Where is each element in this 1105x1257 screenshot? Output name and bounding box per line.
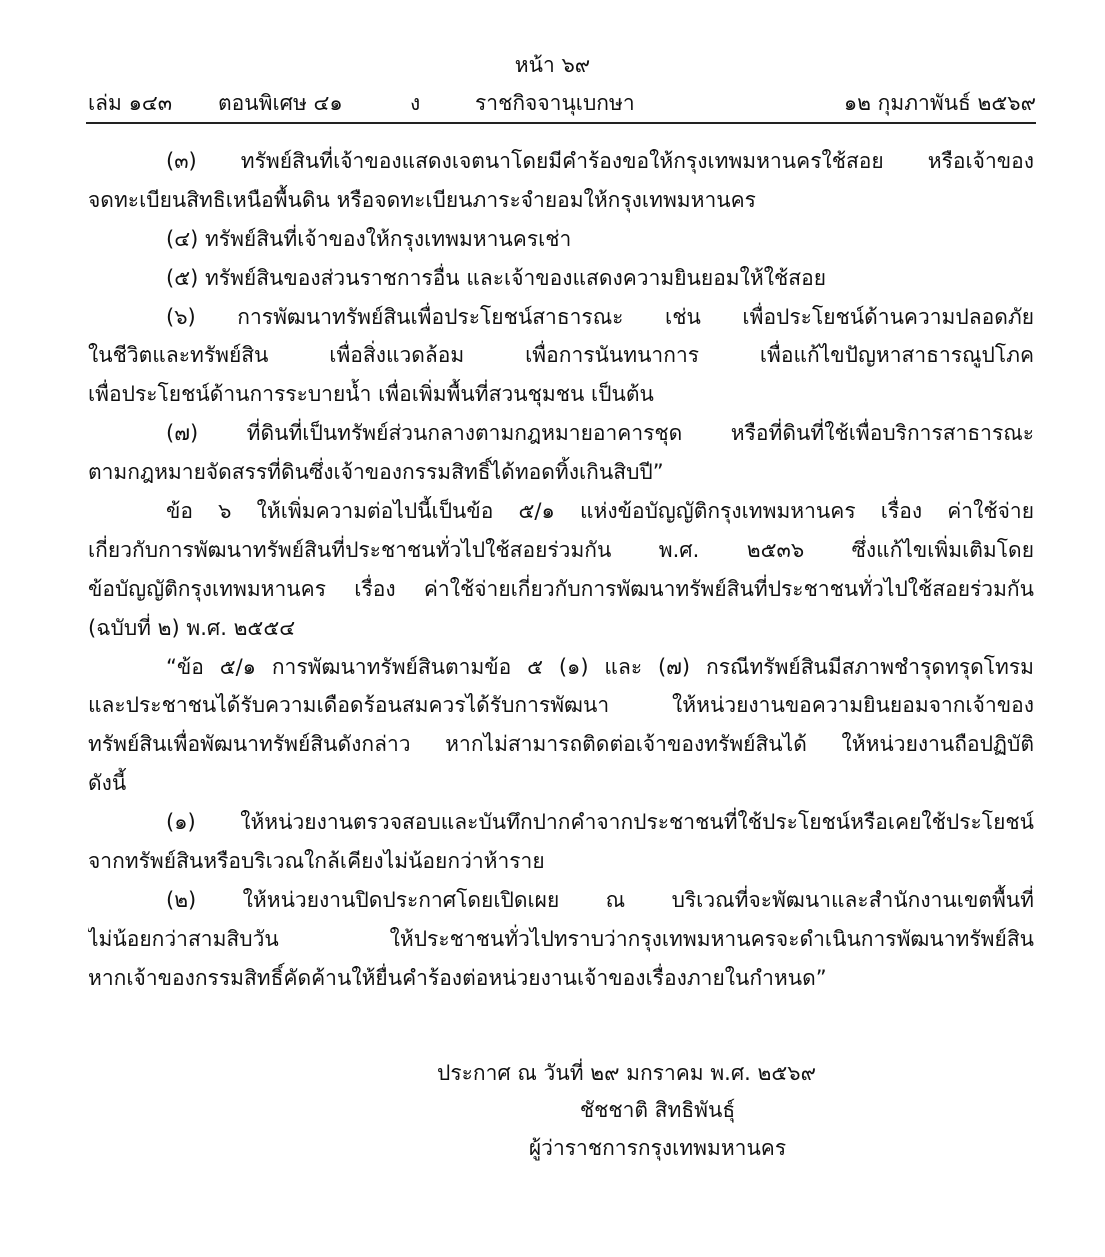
body-line: ไม่น้อยกว่าสามสิบวัน ให้ประชาชนทั่วไปทราบว่ากรุงเทพมหานครจะดำเนินการพัฒนาทรัพย์สิน	[88, 926, 1034, 951]
page-number: หน้า ๖๙	[514, 53, 591, 77]
header-divider	[86, 122, 1036, 124]
publication-title: ราชกิจจานุเบกษา	[475, 91, 635, 115]
body-line: (๒) ให้หน่วยงานปิดประกาศโดยเปิดเผย ณ บริเวณที่จะพัฒนาและสำนักงานเขตพื้นที่	[166, 887, 1034, 912]
signatory-position: ผู้ว่าราชการกรุงเทพมหานคร	[528, 1136, 787, 1160]
body-line: (๗) ที่ดินที่เป็นทรัพย์ส่วนกลางตามกฎหมายอาคารชุด หรือที่ดินที่ใช้เพื่อบริการสาธารณะ	[166, 421, 1034, 446]
announcement-date: ประกาศ ณ วันที่ ๒๙ มกราคม พ.ศ. ๒๕๖๙	[437, 1061, 816, 1085]
body-line: จากทรัพย์สินหรือบริเวณใกล้เคียงไม่น้อยกว่าห้าราย	[88, 849, 545, 874]
body-line: (ฉบับที่ ๒) พ.ศ. ๒๕๕๔	[88, 615, 296, 640]
body-line: จดทะเบียนสิทธิเหนือพื้นดิน หรือจดทะเบียนภาระจำยอมให้กรุงเทพมหานคร	[88, 187, 756, 212]
body-line: ข้อบัญญัติกรุงเทพมหานคร เรื่อง ค่าใช้จ่ายเกี่ยวกับการพัฒนาทรัพย์สินที่ประชาชนทั่วไปใช้สอยร่วมกัน	[88, 576, 1034, 601]
body-line: ทรัพย์สินเพื่อพัฒนาทรัพย์สินดังกล่าว หากไม่สามารถติดต่อเจ้าของทรัพย์สินได้ ให้หน่วยงานถือปฏิบัติ	[88, 732, 1034, 757]
body-line: ในชีวิตและทรัพย์สิน เพื่อสิ่งแวดล้อม เพื่อการนันทนาการ เพื่อแก้ไขปัญหาสาธารณูปโภค	[88, 343, 1034, 368]
body-line: เพื่อประโยชน์ด้านการระบายน้ำ เพื่อเพิ่มพื้นที่สวนชุมชน เป็นต้น	[88, 382, 654, 407]
volume-number: เล่ม ๑๔๓	[88, 91, 173, 115]
section-letter: ง	[410, 91, 421, 115]
special-part: ตอนพิเศษ ๔๑	[218, 91, 343, 115]
body-line: “ข้อ ๕/๑ การพัฒนาทรัพย์สินตามข้อ ๕ (๑) และ (๗) กรณีทรัพย์สินมีสภาพชำรุดทรุดโทรม	[166, 654, 1034, 679]
publication-date: ๑๒ กุมภาพันธ์ ๒๕๖๙	[843, 91, 1036, 115]
body-line: ดังนี้	[88, 771, 127, 796]
body-line: (๑) ให้หน่วยงานตรวจสอบและบันทึกปากคำจากประชาชนที่ใช้ประโยชน์หรือเคยใช้ประโยชน์	[166, 810, 1034, 835]
body-line: (๔) ทรัพย์สินที่เจ้าของให้กรุงเทพมหานครเช่า	[166, 226, 572, 251]
body-line: และประชาชนได้รับความเดือดร้อนสมควรได้รับการพัฒนา ให้หน่วยงานขอความยินยอมจากเจ้าของ	[88, 693, 1034, 718]
body-line: ตามกฎหมายจัดสรรที่ดินซึ่งเจ้าของกรรมสิทธิ์ได้ทอดทิ้งเกินสิบปี”	[88, 460, 664, 485]
body-line: (๖) การพัฒนาทรัพย์สินเพื่อประโยชน์สาธารณะ เช่น เพื่อประโยชน์ด้านความปลอดภัย	[166, 304, 1034, 329]
document-body	[88, 142, 1034, 998]
body-line: เกี่ยวกับการพัฒนาทรัพย์สินที่ประชาชนทั่วไปใช้สอยร่วมกัน พ.ศ. ๒๕๓๖ ซึ่งแก้ไขเพิ่มเติมโดย	[88, 537, 1034, 562]
signatory-name: ชัชชาติ สิทธิพันธุ์	[579, 1098, 736, 1122]
body-line: ข้อ ๖ ให้เพิ่มความต่อไปนี้เป็นข้อ ๕/๑ แห่งข้อบัญญัติกรุงเทพมหานคร เรื่อง ค่าใช้จ่าย	[166, 499, 1034, 524]
body-line: (๓) ทรัพย์สินที่เจ้าของแสดงเจตนาโดยมีคำร้องขอให้กรุงเทพมหานครใช้สอย หรือเจ้าของ	[166, 149, 1034, 173]
body-line: หากเจ้าของกรรมสิทธิ์คัดค้านให้ยื่นคำร้องต่อหน่วยงานเจ้าของเรื่องภายในกำหนด”	[88, 965, 827, 990]
gazette-header	[88, 88, 1036, 118]
body-line: (๕) ทรัพย์สินของส่วนราชการอื่น และเจ้าของแสดงความยินยอมให้ใช้สอย	[166, 265, 826, 290]
